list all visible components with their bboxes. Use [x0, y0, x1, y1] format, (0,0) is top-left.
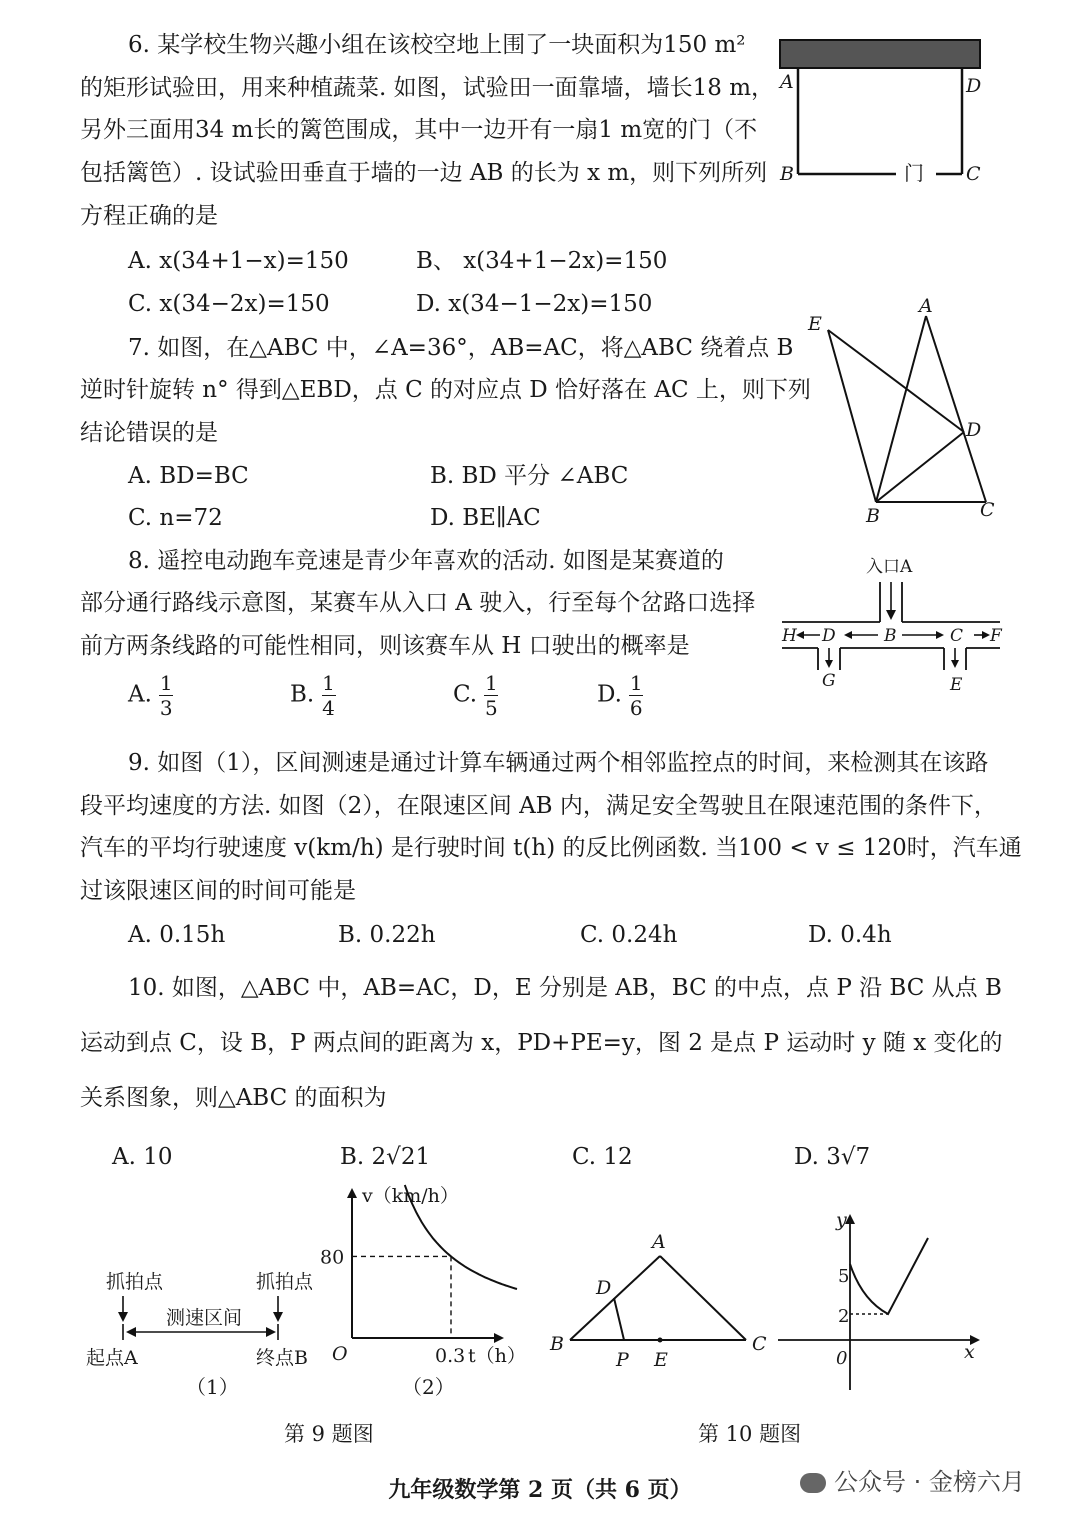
y-axis-label: v（km/h） [362, 1185, 459, 1207]
q6-line-2: 的矩形试验田，用来种植蔬菜. 如图，试验田一面靠墙，墙长18 m， [80, 75, 775, 101]
q10-line-1: 10. 如图，△ABC 中，AB=AC，D，E 分别是 AB，BC 的中点，点 P 沿 BC 从点 B [128, 975, 1002, 1001]
q9-option-d: D. 0.4h [808, 922, 892, 948]
q8-line-1: 8. 遥控电动跑车竞速是青少年喜欢的活动. 如图是某赛道的 [128, 548, 724, 574]
q8-option-c: C. $\frac{1}{5}$ [453, 671, 498, 720]
q7-option-c: C. n=72 [128, 505, 223, 531]
q10-option-b: B. 2√21 [340, 1144, 431, 1170]
q6-option-b: B、 x(34+1−2x)=150 [416, 248, 668, 274]
label-c: C [752, 1333, 767, 1355]
label-door: 门 [904, 161, 924, 185]
label-a: A [780, 71, 794, 93]
q10-option-d: D. 3√7 [794, 1144, 871, 1170]
label-c: C [980, 499, 995, 521]
label-b: B [866, 505, 880, 527]
x-tick-label: 0.3 [435, 1345, 466, 1367]
cam2-label: 抓拍点 [256, 1271, 314, 1293]
fig10-chart [778, 1204, 988, 1394]
q10-line-2: 运动到点 C，设 B，P 两点间的距离为 x，PD+PE=y，图 2 是点 P 运动时 y 随 x 变化的 [80, 1030, 1003, 1056]
tick-label-5: 5 [838, 1266, 850, 1287]
label-entry: 入口A [866, 557, 913, 577]
wall [780, 40, 980, 68]
q10-line-3: 关系图象，则△ABC 的面积为 [80, 1085, 387, 1111]
fig9-chart [318, 1176, 526, 1400]
label-b: B [550, 1333, 564, 1355]
q9-option-c: C. 0.24h [580, 922, 678, 948]
label-e: E [950, 675, 963, 695]
caption-1: （1） [186, 1375, 239, 1399]
label-d: D [596, 1277, 612, 1299]
end-label: 终点B [256, 1347, 308, 1369]
q7-option-d: D. BE∥AC [430, 505, 541, 531]
origin-label: O [332, 1343, 348, 1365]
q6-option-d: D. x(34−1−2x)=150 [416, 291, 653, 317]
q6-line-5: 方程正确的是 [80, 203, 218, 229]
fig9-zone-diagram [80, 1266, 340, 1399]
q6-line-3: 另外三面用34 m长的篱笆围成，其中一边开有一扇1 m宽的门（不 [80, 117, 758, 143]
q8-option-d: D. $\frac{1}{6}$ [597, 671, 643, 720]
q10-option-a: A. 10 [112, 1144, 173, 1170]
label-b: B [780, 163, 794, 185]
q9-option-a: A. 0.15h [128, 922, 226, 948]
q9-line-1: 9. 如图（1），区间测速是通过计算车辆通过两个相邻监控点的时间，来检测其在该路 [128, 750, 989, 776]
series-curve [850, 1238, 928, 1314]
y-axis-label: y [836, 1209, 847, 1231]
q7-option-b: B. BD 平分 ∠ABC [430, 463, 629, 489]
label-a: A [652, 1231, 666, 1253]
label-e: E [654, 1349, 668, 1371]
q6-line-1: 6. 某学校生物兴趣小组在该校空地上围了一块面积为150 m² [128, 32, 746, 58]
q9-line-2: 段平均速度的方法. 如图（2），在限速区间 AB 内，满足安全驾驶且在限速范围的条件下， [80, 793, 997, 819]
label-d: D [966, 419, 982, 441]
label-c: C [950, 626, 964, 646]
wechat-icon [800, 1473, 826, 1493]
label-g: G [822, 671, 836, 691]
x-axis-label: x [964, 1341, 975, 1363]
zone-label: 测速区间 [166, 1307, 243, 1329]
label-f: F [990, 626, 1002, 646]
y-tick-label: 80 [320, 1246, 345, 1269]
label-h: H [782, 626, 797, 646]
start-label: 起点A [86, 1347, 138, 1369]
label-e: E [808, 313, 822, 335]
cam1-label: 抓拍点 [106, 1271, 164, 1293]
fig10-caption: 第 10 题图 [698, 1422, 802, 1446]
q9-option-b: B. 0.22h [338, 922, 436, 948]
q7-figure [800, 294, 1010, 529]
q8-line-3: 前方两条线路的可能性相同，则该赛车从 H 口驶出的概率是 [80, 633, 690, 659]
fig9-caption: 第 9 题图 [284, 1422, 374, 1446]
origin-label: 0 [836, 1348, 848, 1369]
label-b: B [884, 626, 897, 646]
x-axis-label: t（h） [468, 1345, 526, 1367]
watermark: 公众号 · 金榜六月 [800, 1462, 1025, 1497]
label-d: D [822, 626, 836, 646]
q8-option-b: B. $\frac{1}{4}$ [290, 671, 335, 720]
q8-option-a: A. $\frac{1}{3}$ [128, 671, 173, 720]
q6-option-a: A. x(34+1−x)=150 [128, 248, 349, 274]
q9-line-3: 汽车的平均行驶速度 v(km/h) 是行驶时间 t(h) 的反比例函数. 当100 < v ≤ 120时，汽车通 [80, 835, 1022, 861]
q7-option-a: A. BD=BC [128, 463, 249, 489]
tick-label-2: 2 [838, 1306, 850, 1327]
q7-line-3: 结论错误的是 [80, 420, 218, 446]
q6-option-c: C. x(34−2x)=150 [128, 291, 330, 317]
label-c: C [966, 163, 981, 185]
caption-2: （2） [402, 1375, 455, 1399]
label-d: D [966, 75, 982, 97]
q8-figure [778, 552, 1008, 697]
q9-line-4: 过该限速区间的时间可能是 [80, 878, 356, 904]
q10-option-c: C. 12 [572, 1144, 633, 1170]
q8-line-2: 部分通行路线示意图，某赛车从入口 A 驶入，行至每个岔路口选择 [80, 590, 756, 616]
x-axis-arrow [494, 1333, 504, 1343]
q7-line-2: 逆时针旋转 n° 得到△EBD，点 C 的对应点 D 恰好落在 AC 上，则下列 [80, 377, 811, 403]
page-footer: 九年级数学第 2 页（共 6 页） [388, 1477, 692, 1503]
q6-line-4: 包括篱笆）. 设试验田垂直于墙的一边 AB 的长为 x m，则下列所列 [80, 160, 768, 186]
label-p: P [616, 1349, 629, 1371]
y-axis-arrow [347, 1188, 357, 1198]
q6-figure [776, 36, 986, 196]
label-a: A [919, 295, 933, 317]
q7-line-1: 7. 如图，在△ABC 中，∠A=36°，AB=AC，将△ABC 绕着点 B [128, 335, 794, 361]
fig10-triangle [548, 1226, 778, 1376]
